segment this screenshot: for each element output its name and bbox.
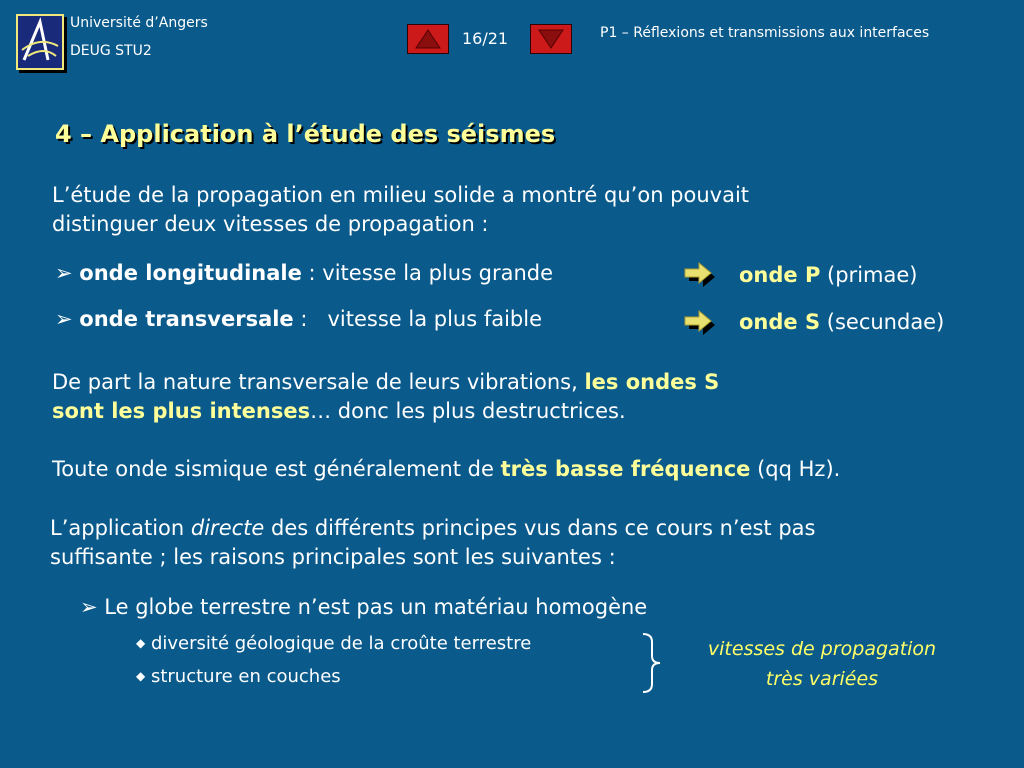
wave-desc: vitesse la plus faible xyxy=(327,307,543,331)
highlight: les ondes S xyxy=(584,370,720,394)
university-name: Université d’Angers xyxy=(70,15,208,31)
text: L’application xyxy=(50,516,191,540)
wave-separator: : xyxy=(301,261,323,285)
subitem-geology xyxy=(136,633,531,654)
program-name: DEUG STU2 xyxy=(70,43,152,59)
previous-slide-button[interactable] xyxy=(407,24,449,54)
italic-text: directe xyxy=(190,516,265,540)
wave-item-longitudinal xyxy=(55,259,553,288)
right-brace-icon xyxy=(640,632,664,698)
subitem-text: structure en couches xyxy=(150,666,341,687)
wave-result-label: onde P xyxy=(739,263,821,287)
text: Toute onde sismique est généralement de xyxy=(52,457,501,481)
wave-result-label: onde S xyxy=(739,310,821,334)
wave-separator: : xyxy=(293,307,328,331)
reason-text: Le globe terrestre n’est pas un matériau homogène xyxy=(104,595,648,619)
highlight: sont les plus intenses xyxy=(52,399,311,423)
wave-desc: vitesse la plus grande xyxy=(322,261,554,285)
subitem-text: diversité géologique de la croûte terrestre xyxy=(150,633,532,654)
down-triangle-icon xyxy=(537,28,565,50)
wave-term: onde longitudinale xyxy=(79,261,302,285)
right-arrow-icon xyxy=(683,310,717,340)
diamond-bullet-icon: ◆ xyxy=(136,636,146,650)
diamond-bullet-icon: ◆ xyxy=(136,669,146,683)
page-indicator: 16/21 xyxy=(462,29,509,48)
application-line-1 xyxy=(50,514,815,543)
intensity-line-2 xyxy=(52,397,626,426)
text: De part la nature transversale de leurs vibrations, xyxy=(52,370,585,394)
text: (qq Hz). xyxy=(750,457,841,481)
text: … donc les plus destructrices. xyxy=(310,399,626,423)
wave-result-note: (primae) xyxy=(820,263,918,287)
wave-result-note: (secundae) xyxy=(820,310,945,334)
up-triangle-icon xyxy=(414,28,442,50)
wave-result-s xyxy=(739,308,944,337)
application-line-2: suffisante ; les raisons principales sont les suivantes : xyxy=(50,545,616,569)
bullet-arrow-icon: ➢ xyxy=(80,595,98,619)
slide-title: 4 – Application à l’étude des séismes xyxy=(55,120,556,148)
course-title: P1 – Réflexions et transmissions aux interfaces xyxy=(600,25,930,41)
note-line-2: très variées xyxy=(765,668,879,690)
note-line-1: vitesses de propagation xyxy=(707,638,937,660)
next-slide-button[interactable] xyxy=(530,24,572,54)
text: des différents principes vus dans ce cours n’est pas xyxy=(264,516,816,540)
bullet-arrow-icon: ➢ xyxy=(55,307,73,331)
university-logo xyxy=(16,14,64,70)
right-arrow-icon xyxy=(683,262,717,292)
wave-item-transversal xyxy=(55,305,542,334)
intro-line-2: distinguer deux vitesses de propagation : xyxy=(52,212,489,236)
wave-term: onde transversale xyxy=(79,307,294,331)
intro-line-1: L’étude de la propagation en milieu solide a montré qu’on pouvait xyxy=(52,183,750,207)
bullet-arrow-icon: ➢ xyxy=(55,261,73,285)
subitem-layers xyxy=(136,666,341,687)
highlight: très basse fréquence xyxy=(500,457,751,481)
reason-item xyxy=(80,593,647,622)
intensity-line-1 xyxy=(52,368,719,397)
wave-result-p xyxy=(739,261,917,290)
frequency-line xyxy=(52,455,840,484)
